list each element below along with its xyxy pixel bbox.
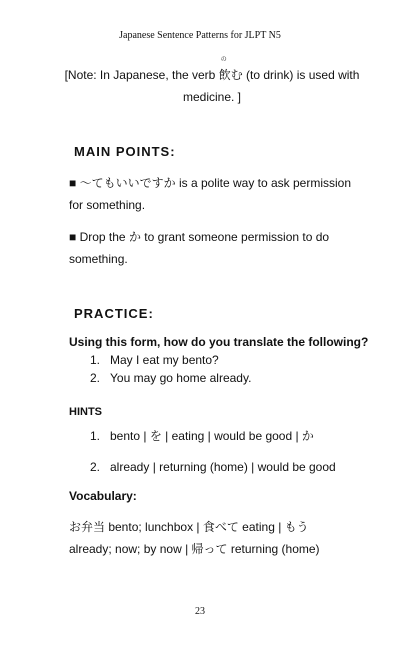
practice-item-text: You may go home already. [110, 371, 252, 385]
hint-item-text: bento | を | eating | would be good | か [110, 429, 314, 443]
hint-item-number: 1. [90, 429, 101, 443]
note-prefix: [Note: In Japanese, the verb [64, 68, 219, 82]
note-verb [218, 57, 243, 86]
vocabulary-paragraph [69, 516, 359, 560]
main-point-1-text: is a polite way to ask permission [175, 176, 352, 190]
page-number: 23 [195, 606, 205, 617]
main-point-2-jp: か [128, 230, 141, 244]
hints-label: HINTS [69, 406, 102, 418]
note-line2: medicine. ] [182, 90, 242, 104]
main-point-1-jp: 〜てもいいですか [79, 176, 176, 190]
main-point-2-text-cont: something. [69, 252, 128, 266]
hint-item [90, 427, 314, 444]
hint-item-text: already | returning (home) | would be good [110, 460, 336, 474]
bullet-icon: ■ [69, 176, 77, 190]
practice-item-number: 1. [90, 353, 101, 367]
hint-item [90, 460, 336, 474]
note-paragraph [62, 57, 362, 108]
main-points-heading: MAIN POINTS: [74, 144, 176, 159]
practice-item [90, 353, 219, 367]
bullet-icon: ■ [69, 230, 77, 244]
running-header: Japanese Sentence Patterns for JLPT N5 [119, 30, 281, 41]
practice-heading: PRACTICE: [74, 306, 154, 321]
practice-question: Using this form, how do you translate the following? [69, 335, 369, 349]
main-point-2-text-pre: Drop the [76, 230, 129, 244]
vocabulary-line2: already; now; by now | 帰って returning (home) [69, 542, 320, 556]
practice-item [90, 371, 251, 385]
main-point-1-text-cont: for something. [69, 198, 146, 212]
practice-item-text: May I eat my bento? [110, 353, 219, 367]
vocabulary-label: Vocabulary: [69, 489, 137, 503]
hint-item-number: 2. [90, 460, 101, 474]
main-point-2-text: to grant someone permission to do [140, 230, 330, 244]
main-point-2 [69, 226, 359, 270]
main-point-1 [69, 172, 359, 216]
note-verb-kanji: 飲む [218, 68, 243, 82]
vocabulary-line1: お弁当 bento; lunchbox | 食べて eating | もう [69, 520, 309, 534]
practice-item-number: 2. [90, 371, 101, 385]
note-verb-furigana: の [220, 57, 227, 63]
note-suffix: (to drink) is used with [242, 68, 360, 82]
